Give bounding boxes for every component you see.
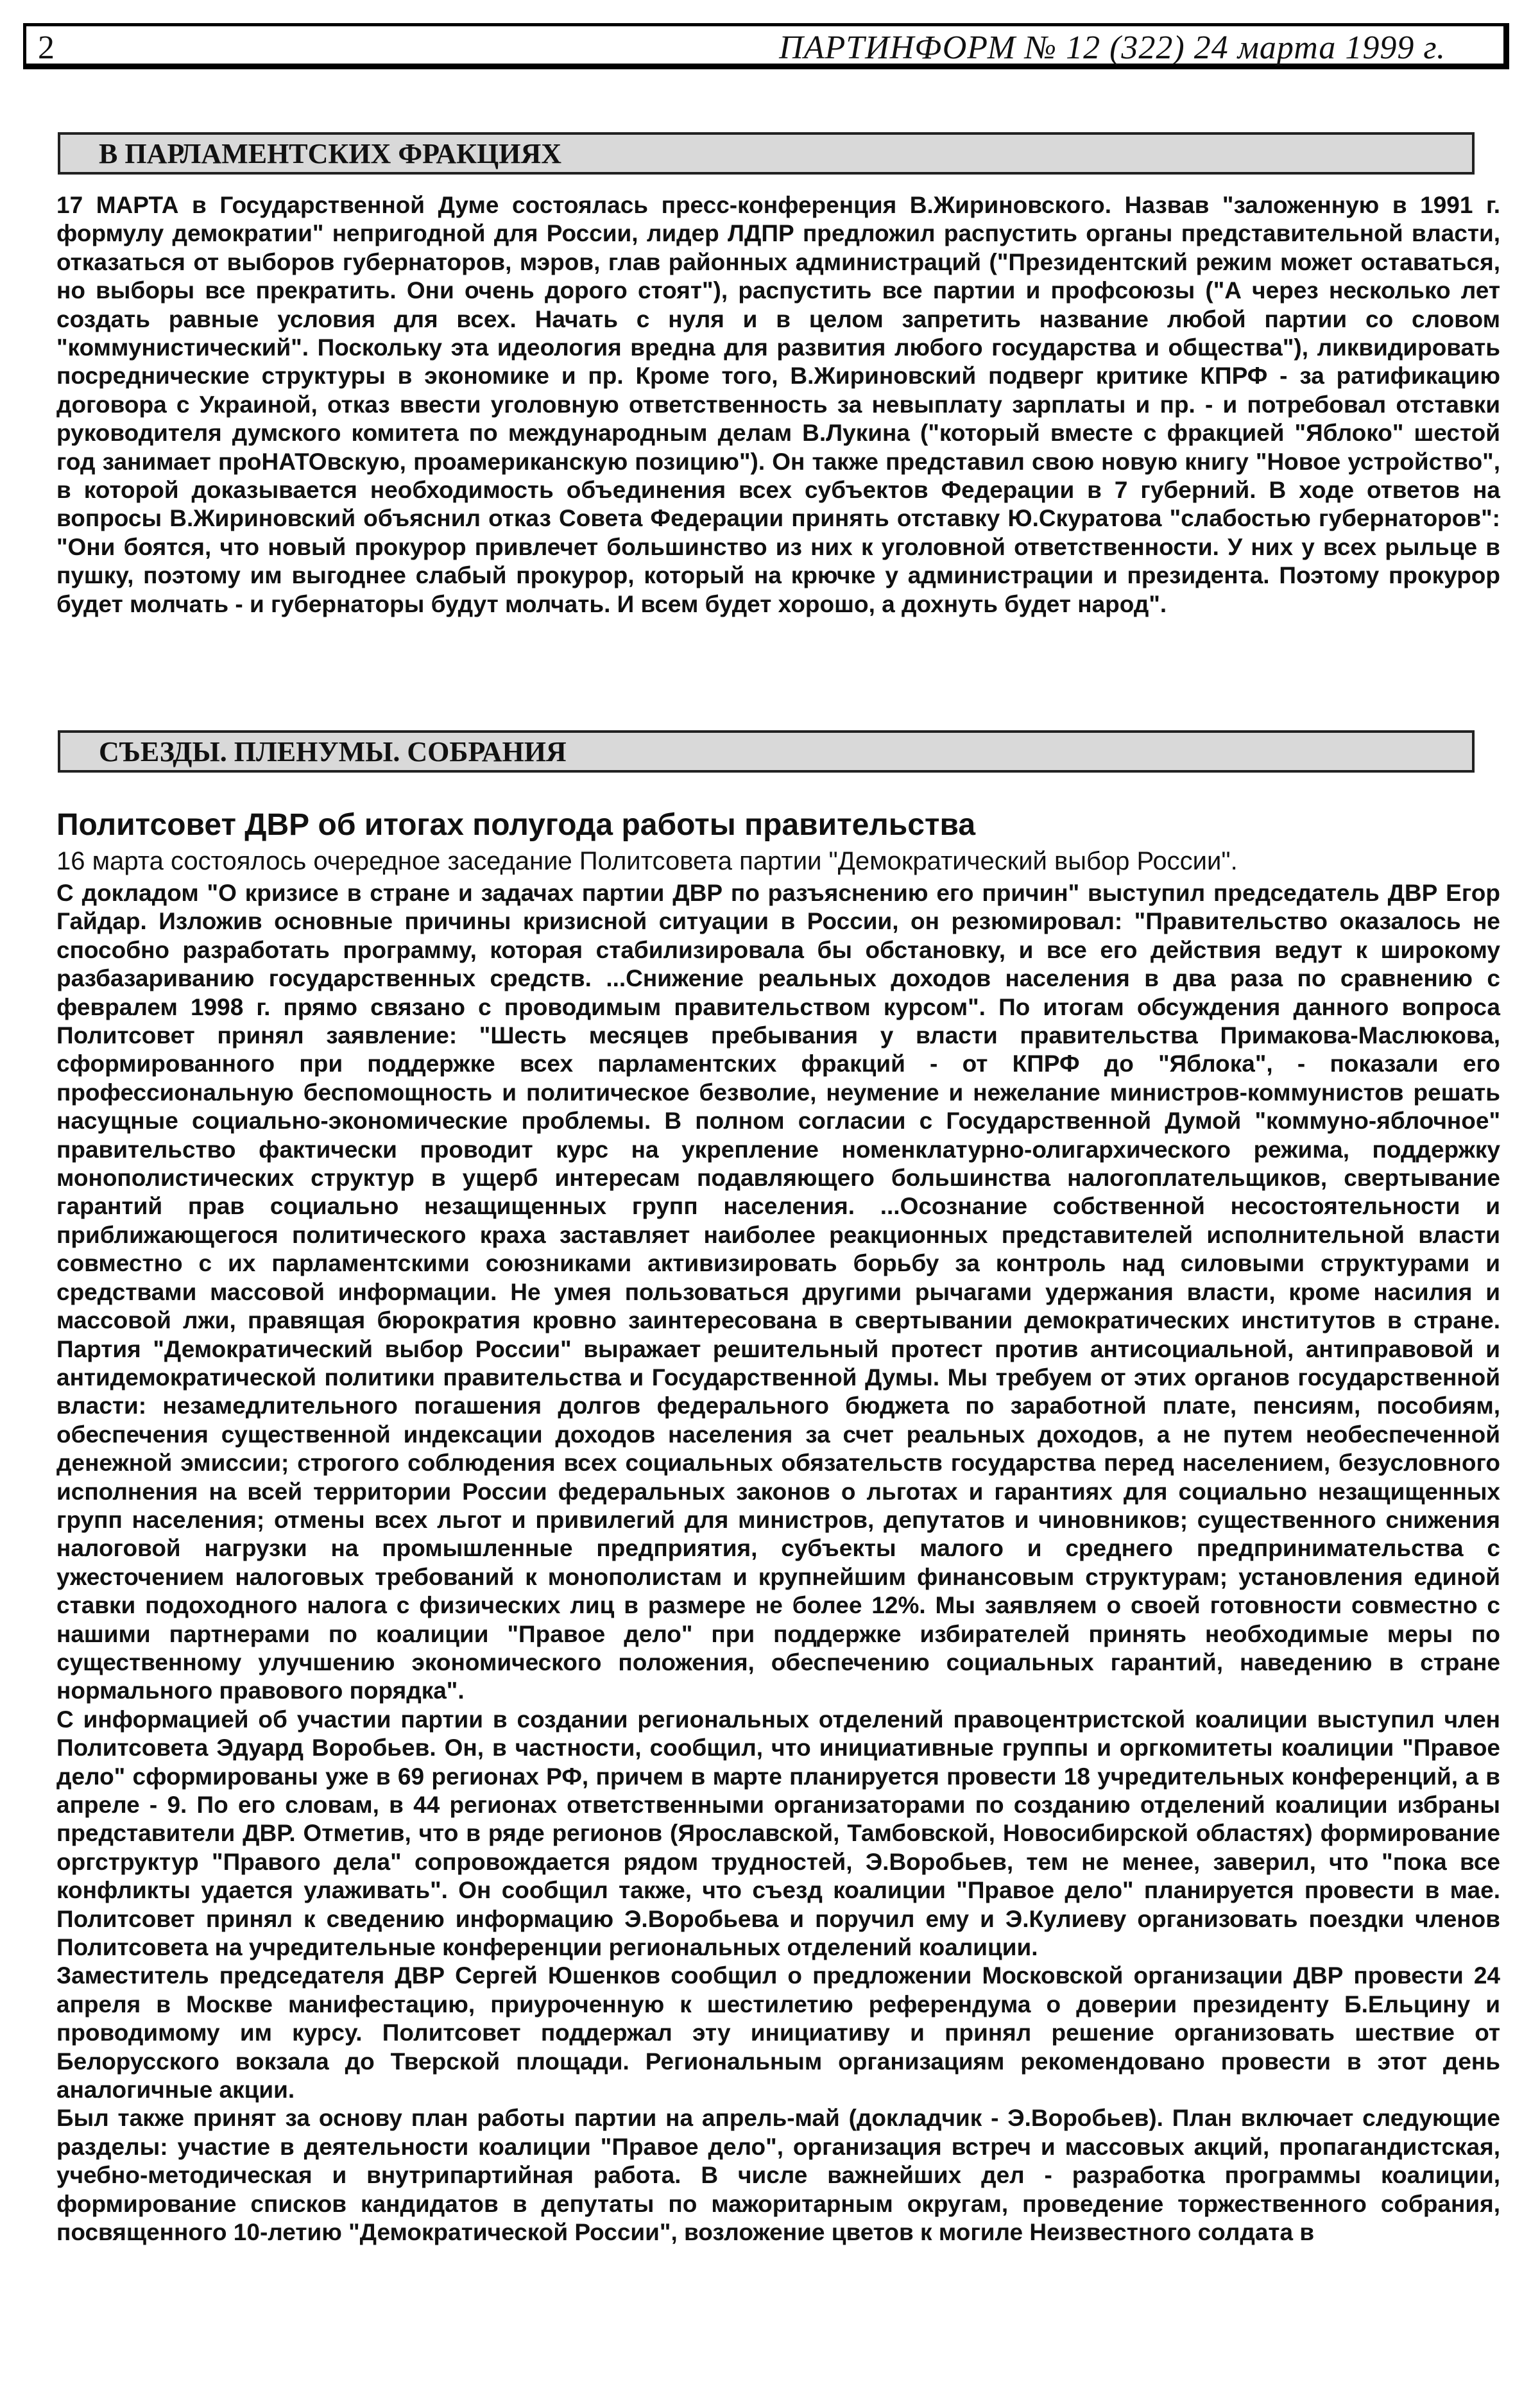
page-header	[23, 23, 1509, 69]
paragraph: Заместитель председателя ДВР Сергей Юшенков сообщил о предложении Московской организации ДВР провести 24 апреля в Москве манифестацию, приуроченную к шестилетию референдума о доверии президенту Б.Ельцину и проводимому им курсу. Политсовет поддержал эту инициативу и принял решение организовать шествие от Белорусского вокзала до Тверской площади. Региональным организациям рекомендовано провести в этот день аналогичные акции.	[56, 1962, 1500, 2104]
article-politsovet	[56, 879, 1500, 2247]
section-header-congresses	[58, 730, 1475, 773]
paragraph: 17 МАРТА в Государственной Думе состоялась пресс-конференция В.Жириновского. Назвав "заложенную в 1991 г. формулу демократии" непригодной для России, лидер ЛДПР предложил распустить органы представительной власти, отказаться от выборов губернаторов, мэров, глав районных администраций ("Президентский режим может оставаться, но выборы все прекратить. Они очень дорого стоят"), распустить все партии и профсоюзы ("А через несколько лет создать равные условия для всех. Начать с нуля и в целом запретить название любой партии со словом "коммунистический". Поскольку эта идеология вредна для развития любого государства и общества"), ликвидировать посреднические структуры в экономике и пр. Кроме того, В.Жириновский подверг критике КПРФ - за ратификацию договора с Украиной, отказ ввести уголовную ответственность за невыплату зарплаты и пр. - и потребовал отставки руководителя думского комитета по международным делам В.Лукина ("который вместе с фракцией "Яблоко" шестой год занимает проНАТОвскую, проамериканскую позицию"). Он также представил свою новую книгу "Новое устройство", в которой доказывается необходимость объединения всех субъектов Федерации в 7 губерний. В ходе ответов на вопросы В.Жириновский объяснил отказ Совета Федерации принять отставку Ю.Скуратова "слабостью губернаторов": "Они боятся, что новый прокурор привлечет большинство из них к уголовной ответственности. У них у всех рыльце в пушку, поэтому им выгоднее слабый прокурор, который на крючке у администрации и президента. Поэтому прокурор будет молчать - и губернаторы будут молчать. И всем будет хорошо, а дохнуть будет народ".	[56, 192, 1500, 617]
page-number: 2	[38, 30, 55, 66]
paragraph: С докладом "О кризисе в стране и задачах партии ДВР по разъяснению его причин" выступил председатель ДВР Егор Гайдар. Изложив основные причины кризисной ситуации в России, он резюмировал: "Правительство оказалось не способно разработать программу, которая стабилизировала бы обстановку, и все его действия ведут к широкому разбазариванию государственных средств. ...Снижение реальных доходов населения в два раза по сравнению с февралем 1998 г. прямо связано с проводимым правительством курсом". По итогам обсуждения данного вопроса Политсовет принял заявление: "Шесть месяцев пребывания у власти правительства Примакова-Маслюкова, сформированного при поддержке всех парламентских фракций - от КПРФ до "Яблока", - показали его профессиональную беспомощность и политическое безволие, неумение и нежелание министров-коммунистов решать насущные социально-экономические проблемы. В полном согласии с Государственной Думой "коммуно-яблочное" правительство фактически проводит курс на укрепление номенклатурно-олигархического режима, поддержку монополистических структур в ущерб интересам подавляющего большинства налогоплательщиков, свертывание гарантий прав социально незащищенных групп населения. ...Осознание собственной несостоятельности и приближающегося политического краха заставляет наиболее реакционных представителей исполнительной власти совместно с их парламентскими союзниками активизировать борьбу за контроль над силовыми структурами и средствами массовой информации. Не умея пользоваться другими рычагами удержания власти, кроме насилия и массовой лжи, правящая бюрократия кровно заинтересована в свертывании демократических институтов в стране. Партия "Демократический выбор России" выражает решительный протест против антисоциальной, антиправовой и антидемократической политики правительства и Государственной Думы. Мы требуем от этих органов государственной власти: незамедлительного погашения долгов федерального бюджета по заработной плате, пенсиям, пособиям, обеспечения существенной индексации доходов населения за счет реальных доходов, а не путем необеспеченной денежной эмиссии; строгого соблюдения всех социальных обязательств государства перед населением, безусловного исполнения на всей территории России федеральных законов о льготах и гарантиях для социально незащищенных групп населения; отмены всех льгот и привилегий для министров, депутатов и чиновников; существенного снижения налоговой нагрузки на промышленные предприятия, субъекты малого и среднего предпринимательства с ужесточением налоговых требований к монополистам и крупнейшим финансовым структурам; установления единой ставки подоходного налога с физических лиц в размере не более 12%. Мы заявляем о своей готовности совместно с нашими партнерами по коалиции "Правое дело" при поддержке избирателей принять необходимые меры по существенному улучшению экономического положения, обеспечению социальных гарантий, наведению в стране нормального правового порядка".	[56, 880, 1500, 1704]
section-header-parliament	[58, 132, 1475, 175]
paragraph: Был также принят за основу план работы партии на апрель-май (докладчик - Э.Воробьев). План включает следующие разделы: участие в деятельности коалиции "Правое дело", организация встреч и массовых акций, пропагандистская, учебно-методическая и внутрипартийная работа. В числе важнейших дел - разработка программы коалиции, формирование списков кандидатов в депутаты по мажоритарным округам, проведение торжественного собрания, посвященного 10-летию "Демократической России", возложение цветов к могиле Неизвестного солдата в	[56, 2105, 1500, 2246]
article-lead: 16 марта состоялось очередное заседание Политсовета партии "Демократический выбор России".	[56, 847, 1238, 875]
article-title: Политсовет ДВР об итогах полугода работы правительства	[56, 808, 976, 842]
section-title: СЪЕЗДЫ. ПЛЕНУМЫ. СОБРАНИЯ	[99, 736, 567, 767]
article-parliament	[56, 191, 1500, 619]
paragraph: С информацией об участии партии в создании региональных отделений правоцентристской коалиции выступил член Политсовета Эдуард Воробьев. Он, в частности, сообщил, что инициативные группы и оргкомитеты коалиции "Правое дело" сформированы уже в 69 регионах РФ, причем в марте планируется провести 18 учредительных конференций, а в апреле - 9. По его словам, в 44 регионах ответственными организаторами по созданию отделений коалиции избраны представители ДВР. Отметив, что в ряде регионов (Ярославской, Тамбовской, Новосибирской областях) формирование оргструктур "Правого дела" сопровождается рядом трудностей, Э.Воробьев, тем не менее, заверил, что "пока все конфликты удается улаживать". Он сообщил также, что съезд коалиции "Правое дело" планируется провести в мае. Политсовет принял к сведению информацию Э.Воробьева и поручил ему и Э.Кулиеву организовать поездки членов Политсовета на учредительные конференции региональных отделений коалиции.	[56, 1706, 1500, 1961]
section-title: В ПАРЛАМЕНТСКИХ ФРАКЦИЯХ	[99, 138, 562, 169]
masthead-title: ПАРТИНФОРМ № 12 (322) 24 марта 1999 г.	[779, 30, 1446, 66]
